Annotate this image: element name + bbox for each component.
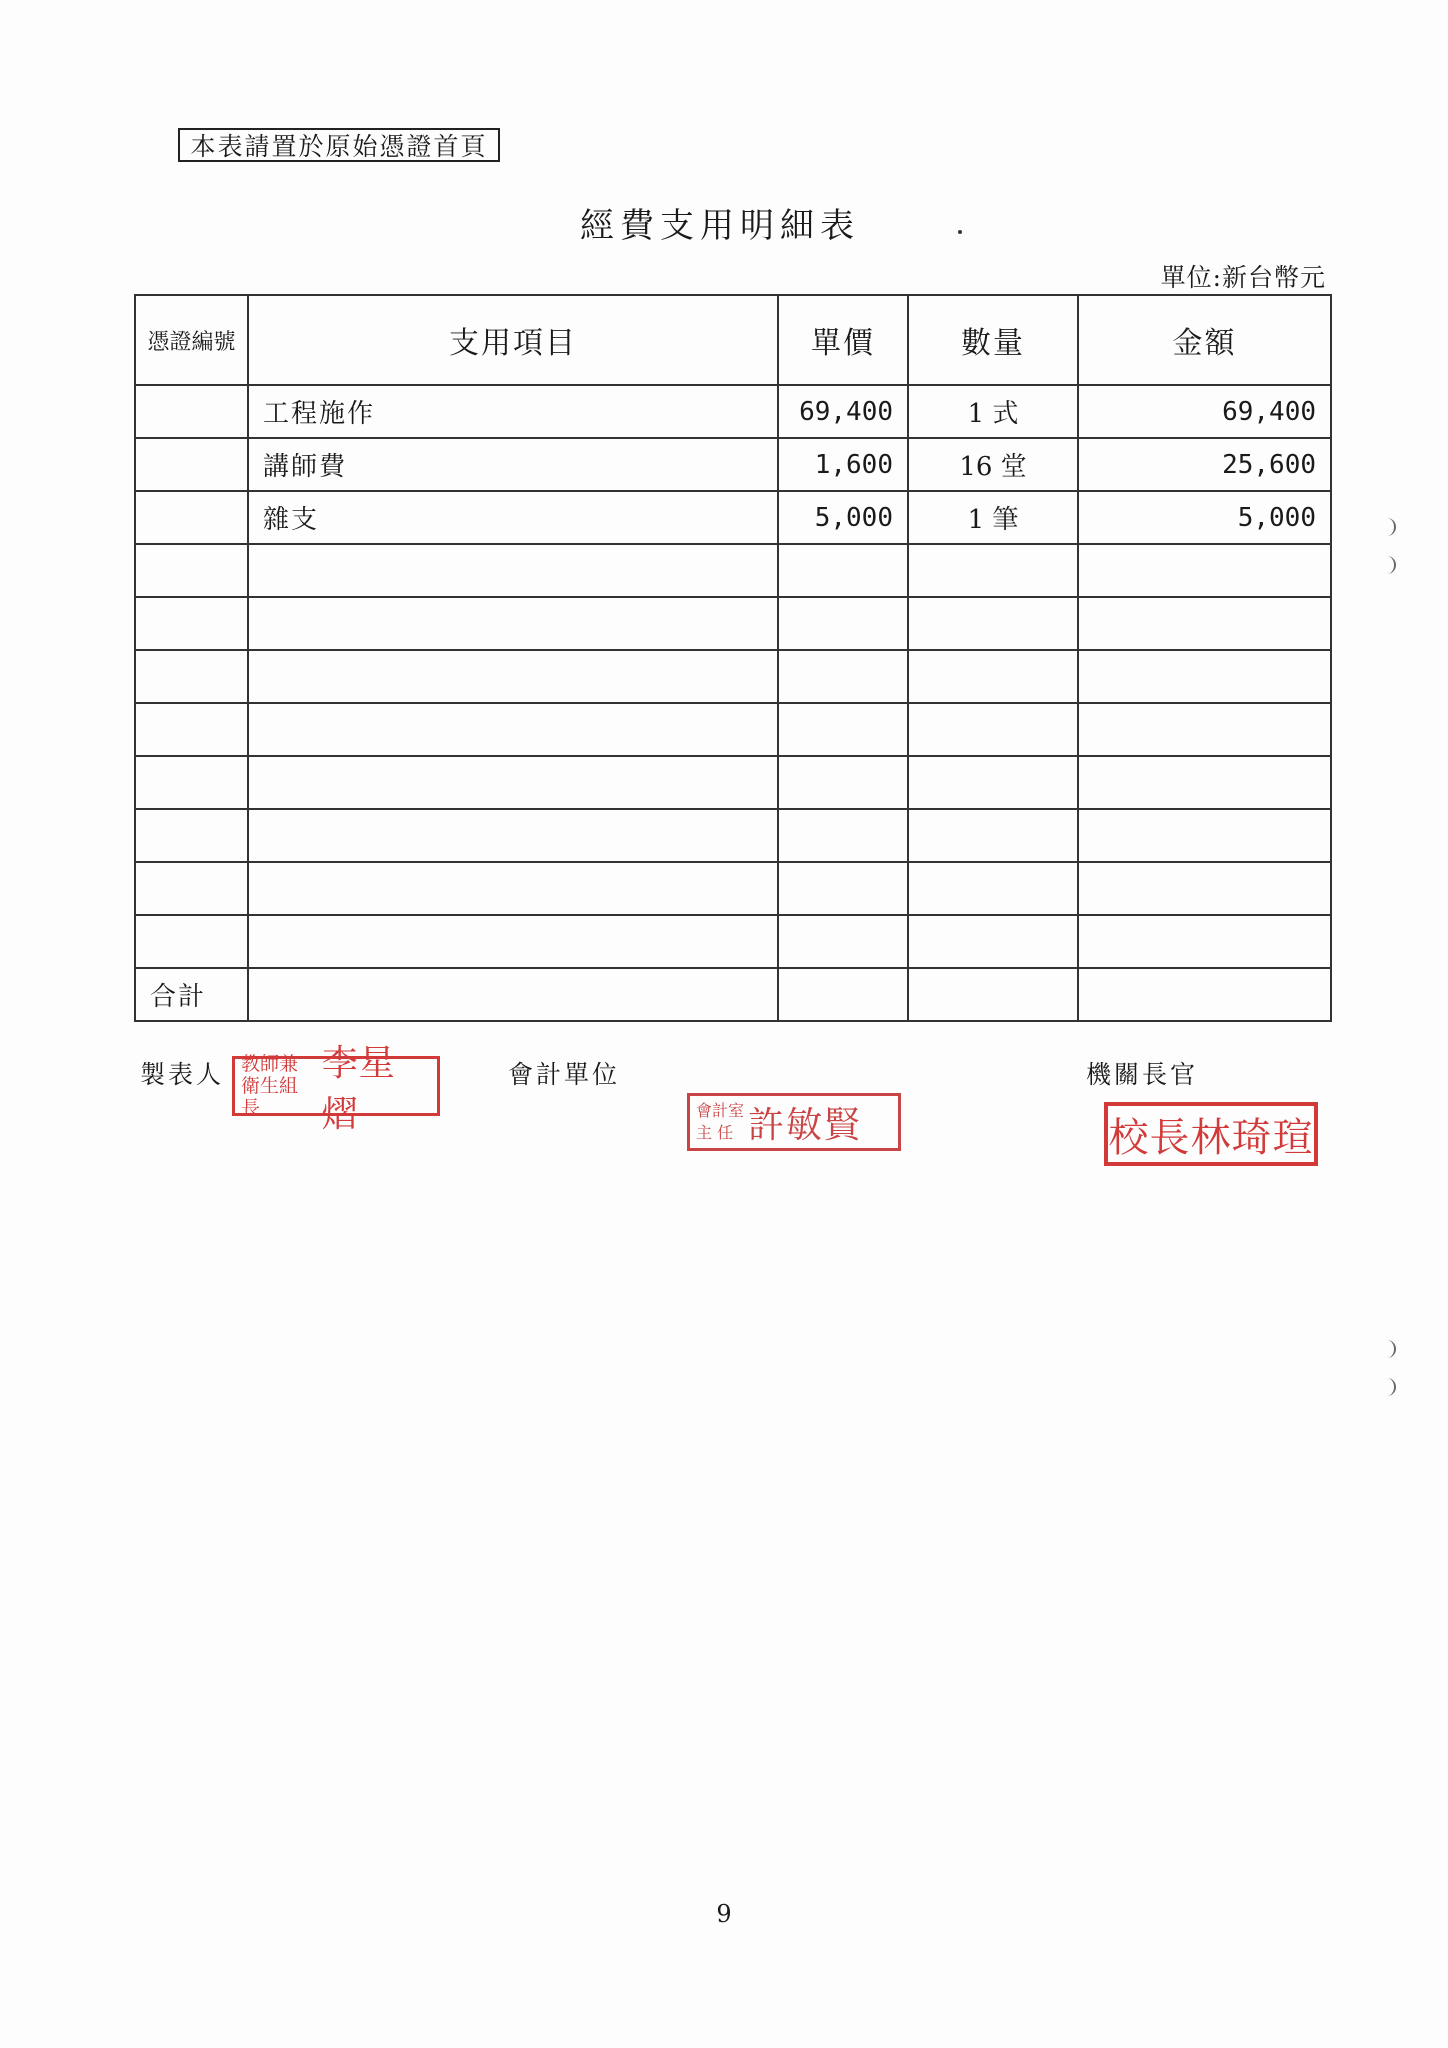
expense-table [134, 294, 1332, 1022]
column-header-amount: 金額 [1078, 295, 1331, 385]
unit-price-cell [778, 650, 908, 703]
item-cell [248, 703, 778, 756]
voucher-cell [135, 385, 248, 438]
total-row [135, 968, 1331, 1021]
column-header-item: 支用項目 [248, 295, 778, 385]
amount-cell [1078, 756, 1331, 809]
voucher-cell [135, 650, 248, 703]
amount-cell [1078, 703, 1331, 756]
table-row [135, 809, 1331, 862]
table-row [135, 597, 1331, 650]
unit-price-cell [778, 915, 908, 968]
amount-cell [1078, 862, 1331, 915]
unit-price-cell [778, 862, 908, 915]
accounting-label: 會計單位 [508, 1060, 621, 1089]
preparer-seal-stamp [232, 1043, 440, 1135]
voucher-cell [135, 915, 248, 968]
total-blank [248, 968, 778, 1021]
voucher-cell [135, 756, 248, 809]
table-header-row [135, 295, 1331, 385]
unit-price-cell [778, 544, 908, 597]
item-cell [248, 544, 778, 597]
total-amount [1078, 968, 1331, 1021]
unit-price-cell [778, 756, 908, 809]
margin-mark [1384, 1378, 1396, 1396]
item-cell [248, 809, 778, 862]
unit-price-cell: 1,600 [778, 438, 908, 491]
placement-note: 本表請置於原始憑證首頁 [178, 128, 500, 162]
accounting-stamp-name: 許敏賢 [748, 1104, 863, 1146]
quantity-cell: 1 式 [908, 385, 1078, 438]
unit-price-cell: 69,400 [778, 385, 908, 438]
total-blank [908, 968, 1078, 1021]
unit-price-cell [778, 809, 908, 862]
head-label: 機關長官 [1086, 1060, 1199, 1089]
item-cell [248, 862, 778, 915]
quantity-cell: 16 堂 [908, 438, 1078, 491]
table-row [135, 650, 1331, 703]
voucher-cell [135, 597, 248, 650]
table-row [135, 756, 1331, 809]
voucher-cell [135, 438, 248, 491]
amount-cell [1078, 650, 1331, 703]
total-label: 合計 [135, 968, 248, 1021]
column-header-voucher: 憑證編號 [135, 295, 248, 385]
item-cell [248, 915, 778, 968]
voucher-cell [135, 809, 248, 862]
item-cell: 雜支 [248, 491, 778, 544]
margin-mark [1384, 556, 1396, 574]
quantity-cell [908, 756, 1078, 809]
table-row [135, 544, 1331, 597]
page-number: 9 [716, 1900, 732, 1928]
unit-price-cell: 5,000 [778, 491, 908, 544]
table-row [135, 385, 1331, 438]
amount-cell [1078, 915, 1331, 968]
table-row [135, 915, 1331, 968]
quantity-cell [908, 809, 1078, 862]
preparer-stamp-title-2: 衛生組長 [241, 1075, 299, 1119]
total-blank [778, 968, 908, 1021]
quantity-cell [908, 915, 1078, 968]
voucher-cell [135, 862, 248, 915]
table-body [135, 385, 1331, 968]
amount-cell [1078, 809, 1331, 862]
unit-price-cell [778, 597, 908, 650]
item-cell [248, 597, 778, 650]
item-cell: 講師費 [248, 438, 778, 491]
quantity-cell: 1 筆 [908, 491, 1078, 544]
quantity-cell [908, 703, 1078, 756]
preparer-label: 製表人 [140, 1060, 225, 1089]
table-row [135, 862, 1331, 915]
margin-mark [1384, 1340, 1396, 1358]
quantity-cell [908, 597, 1078, 650]
amount-cell [1078, 597, 1331, 650]
voucher-cell [135, 491, 248, 544]
quantity-cell [908, 650, 1078, 703]
preparer-stamp-title-1: 教師兼 [241, 1053, 299, 1075]
table-row [135, 491, 1331, 544]
item-cell [248, 756, 778, 809]
voucher-cell [135, 703, 248, 756]
head-seal-stamp: 校長林琦瑄 [1104, 1102, 1318, 1166]
quantity-cell [908, 544, 1078, 597]
item-cell: 工程施作 [248, 385, 778, 438]
currency-unit: 單位:新台幣元 [1160, 263, 1326, 292]
scan-speck [958, 230, 962, 234]
item-cell [248, 650, 778, 703]
table-row [135, 703, 1331, 756]
page-title: 經費支用明細表 [580, 206, 860, 246]
quantity-cell [908, 862, 1078, 915]
column-header-unit-price: 單價 [778, 295, 908, 385]
voucher-cell [135, 544, 248, 597]
amount-cell [1078, 544, 1331, 597]
amount-cell: 69,400 [1078, 385, 1331, 438]
preparer-stamp-name: 李星熠 [321, 1043, 396, 1135]
unit-price-cell [778, 703, 908, 756]
accounting-stamp-title-2: 主 任 [696, 1123, 734, 1142]
table-row [135, 438, 1331, 491]
column-header-quantity: 數量 [908, 295, 1078, 385]
margin-mark [1384, 518, 1396, 536]
amount-cell: 25,600 [1078, 438, 1331, 491]
amount-cell: 5,000 [1078, 491, 1331, 544]
accounting-stamp-title-1: 會計室 [696, 1101, 745, 1120]
accounting-seal-stamp [687, 1093, 901, 1151]
